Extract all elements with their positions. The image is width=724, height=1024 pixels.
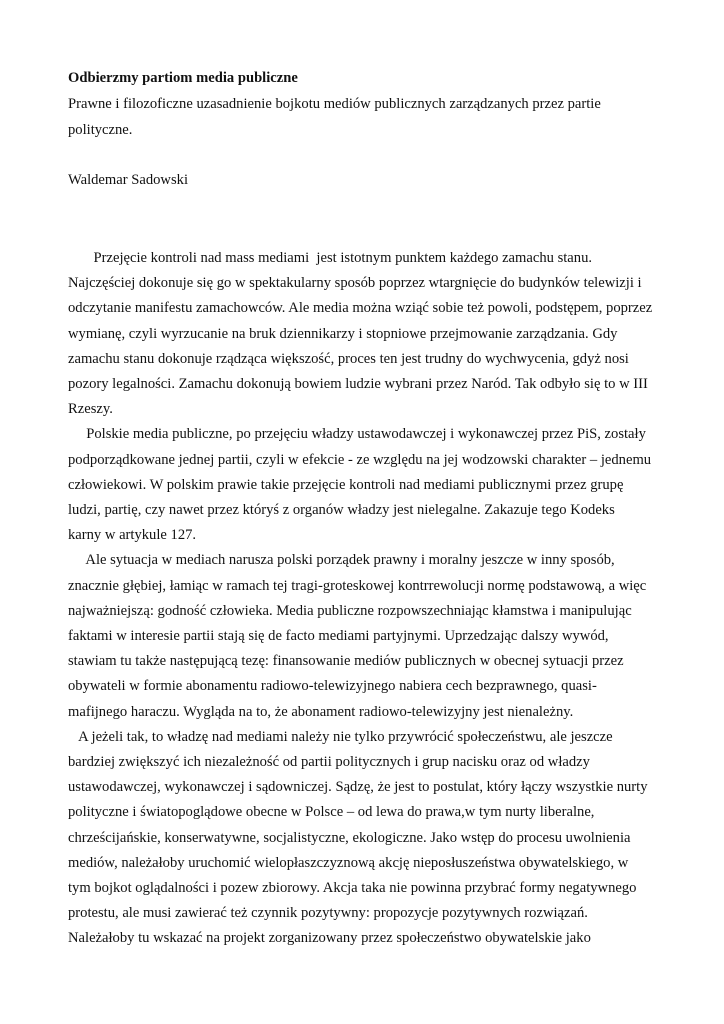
text-line: A jeżeli tak, to władzę nad mediami należy nie tylko przywrócić społeczeństwu, ale jeszcze: [68, 728, 613, 745]
text-line: najważniejszą: godność człowieka. Media publiczne rozpowszechniając kłamstwa i manipulując: [68, 602, 632, 619]
text-line: Najczęściej dokonuje się go w spektakularny sposób poprzez wtargnięcie do budynków telewizji i: [68, 275, 642, 292]
subtitle-line: polityczne.: [68, 122, 133, 138]
text-line: bardziej zwiększyć ich niezależność od partii politycznych i grup nacisku oraz od władzy: [68, 754, 590, 771]
text-line: chrześcijańskie, konserwatywne, socjalistyczne, ekologiczne. Jako wstęp do procesu uwolnienia: [68, 829, 631, 846]
text-line: protestu, ale musi zawierać też czynnik pozytywny: propozycje pozytywnych rozwiązań.: [68, 905, 588, 922]
document-author: Waldemar Sadowski: [68, 172, 189, 188]
text-line: człowiekowi. W polskim prawie takie przejęcie kontroli nad mediami publicznymi przez grupę: [68, 476, 624, 493]
paragraph-1: [68, 246, 668, 422]
text-line: pozory legalności. Zamachu dokonują bowiem ludzie wybrani przez Naród. Tak odbyło się to w III: [68, 376, 648, 393]
paragraph-2: [68, 422, 668, 548]
document-subtitle: [68, 91, 668, 143]
text-line: znacznie głębiej, łamiąc w ramach tej tragi-groteskowej kontrrewolucji normę podstawową, a więc: [68, 577, 647, 594]
text-line: odczytanie manifestu zamachowców. Ale media można wziąć sobie też powoli, podstępem, poprzez: [68, 300, 653, 317]
subtitle-line: Prawne i filozoficzne uzasadnienie bojkotu mediów publicznych zarządzanych przez partie: [68, 96, 601, 112]
text-line: zamachu stanu dokonuje rządząca większość, proces ten jest trudny do wychwycenia, gdyż nosi: [68, 350, 629, 367]
paragraph-4: [68, 725, 668, 952]
paragraph-3: [68, 548, 668, 724]
text-line: karny w artykule 127.: [68, 527, 197, 544]
document-page: [68, 66, 668, 947]
text-line: Przejęcie kontroli nad mass mediami jest istotnym punktem każdego zamachu stanu.: [68, 250, 593, 266]
text-line: mafijnego haraczu. Wygląda na to, że abonament radiowo-telewizyjny jest nienależny.: [68, 703, 574, 720]
text-line: podporządkowane jednej partii, czyli w efekcie - ze względu na jej wodzowski charakter – jednemu: [68, 451, 652, 468]
text-line: ludzi, partię, czy nawet przez któryś z organów władzy jest nielegalne. Zakazuje tego Kodeks: [68, 502, 615, 519]
text-line: Polskie media publiczne, po przejęciu władzy ustawodawczej i wykonawczej przez PiS, zostały: [68, 426, 646, 443]
document-title: Odbierzmy partiom media publiczne: [68, 70, 298, 86]
text-line: Rzeszy.: [68, 401, 113, 418]
text-line: Ale sytuacja w mediach narusza polski porządek prawny i moralny jeszcze w inny sposób,: [68, 552, 615, 569]
text-line: stawiam tu także następującą tezę: finansowanie mediów publicznych w obecnej sytuacji przez: [68, 653, 624, 670]
text-line: faktami w interesie partii stają się de facto mediami partyjnymi. Uprzedzając dalszy wywód,: [68, 628, 609, 645]
text-line: tym bojkot oglądalności i pozew zbiorowy. Akcja taka nie powinna przybrać formy negatywnego: [68, 880, 637, 897]
text-line: ustawodawczej, wykonawczej i sądowniczej. Sądzę, że jest to postulat, który łączy wszystkie nurty: [68, 779, 648, 796]
text-line: obywateli w formie abonamentu radiowo-telewizyjnego nabiera cech bezprawnego, quasi-: [68, 678, 597, 695]
document-body: [68, 246, 668, 952]
text-line: polityczne i światopoglądowe obecne w Polsce – od lewa do prawa,w tym nurty liberalne,: [68, 804, 595, 821]
text-line: Należałoby tu wskazać na projekt zorganizowany przez społeczeństwo obywatelskie jako: [68, 930, 591, 947]
text-line: mediów, należałoby uruchomić wielopłaszczyznową akcję nieposłuszeństwa obywatelskiego, w: [68, 854, 629, 871]
text-line: wymianę, czyli wyrzucanie na bruk dziennikarzy i stopniowe przejmowanie zarządzania. Gdy: [68, 325, 618, 342]
